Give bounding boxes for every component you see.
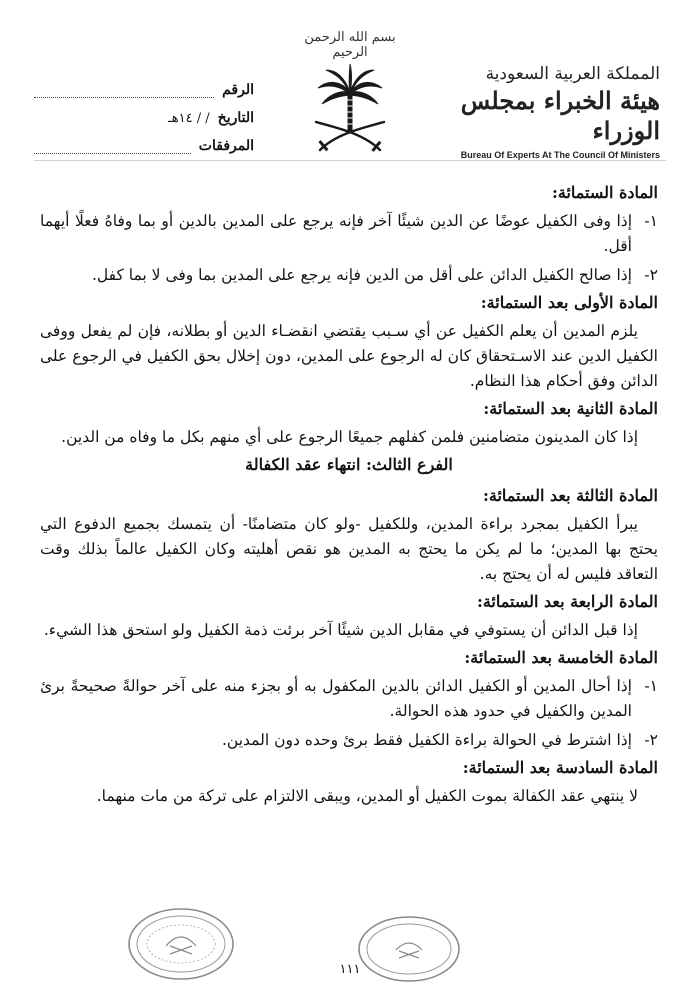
date-value: / / ١٤هـ <box>167 111 210 126</box>
attachments-label: المرفقات <box>198 138 254 154</box>
document-body <box>40 180 658 811</box>
article-heading: المادة الثانية بعد الستمائة: <box>483 399 658 418</box>
article-heading: المادة الثالثة بعد الستمائة: <box>482 486 658 505</box>
article-paragraph: يلزم المدين أن يعلم الكفيل عن أي سـبب يقتضي انقضـاء الدين أو بطلانه، فإن لم يفعل ووفى الكفيل الدين عند الاسـتحقاق كان له الرجوع على المدين، دون إخلال بحق الكفيل في الرجوع على الدائن وفق أحكام هذا النظام. <box>40 322 658 390</box>
clause-text: إذا صالح الكفيل الدائن على أقل من الدين فإنه يرجع على المدين بما وفى لا بما كفل. <box>91 266 632 284</box>
article-paragraph: لا ينتهي عقد الكفالة بموت الكفيل أو المدين، ويبقى الالتزام على تركة من مات منهما. <box>96 787 638 805</box>
basmala: بسم الله الرحمن الرحيم <box>304 30 396 60</box>
date-label: التاريخ <box>217 110 254 126</box>
clause-number: ٢- <box>644 266 658 284</box>
bureau-name-arabic: هيئة الخبراء بمجلس الوزراء <box>460 86 660 145</box>
reference-number-row <box>34 70 254 98</box>
letterhead-organization <box>420 64 660 160</box>
bureau-name-english: Bureau Of Experts At The Council Of Ministers <box>460 150 660 160</box>
article-heading: المادة السادسة بعد الستمائة: <box>462 758 658 777</box>
article-heading: المادة الأولى بعد الستمائة: <box>480 293 658 312</box>
clause-number: ١- <box>644 212 658 230</box>
article-clause <box>40 674 658 724</box>
article-heading: المادة الستمائة: <box>551 183 658 202</box>
article-paragraph: يبرأ الكفيل بمجرد براءة المدين، وللكفيل -ولو كان متضامنًا- أن يتمسك بجميع الدفوع التي يحتج بها المدين؛ ما لم يكن ما يحتج به المدين هو نقص أهليته وكان الكفيل عالماً بذلك وقت التعاقد فليس له أن يحتج به. <box>40 515 658 583</box>
article-clause <box>40 263 658 288</box>
reference-number-label: الرقم <box>222 82 254 98</box>
official-seal-stamp <box>356 914 462 984</box>
article-paragraph: إذا قبل الدائن أن يستوفي في مقابل الدين شيئًا آخر برئت ذمة الكفيل ولو استحق هذا الشيء. <box>43 621 638 639</box>
palm-swords-emblem-icon <box>310 62 390 154</box>
clause-text: إذا أحال المدين أو الكفيل الدائن بالدين المكفول به أو بجزء منه على آخر حوالةً صحيحةً برئ المدين والكفيل في حدود هذه الحوالة. <box>40 677 632 720</box>
attachments-field <box>34 137 191 154</box>
article-clause <box>40 209 658 259</box>
clause-text: إذا اشترط في الحوالة براءة الكفيل فقط برئ وحده دون المدين. <box>221 731 632 749</box>
article-paragraph: إذا كان المدينون متضامنين فلمن كفلهم جميعًا الرجوع على أي منهم بكل ما وفاه من الدين. <box>61 428 638 446</box>
date-row <box>34 98 254 126</box>
clause-text: إذا وفى الكفيل عوضًا عن الدين شيئًا آخر فإنه يرجع على المدين بالدين أو بما وفاهُ فعلًا أيهما أقل. <box>40 212 632 255</box>
clause-number: ٢- <box>644 731 658 749</box>
article-heading: المادة الخامسة بعد الستمائة: <box>464 648 658 667</box>
kingdom-name: المملكة العربية السعودية <box>485 64 660 84</box>
official-seal-stamp <box>126 906 236 982</box>
reference-fields <box>34 70 254 154</box>
subsection-title: الفرع الثالث: انتهاء عقد الكفالة <box>245 455 453 474</box>
letterhead-emblem <box>290 30 410 154</box>
clause-number: ١- <box>644 677 658 695</box>
reference-number-field <box>34 81 214 98</box>
article-heading: المادة الرابعة بعد الستمائة: <box>476 592 658 611</box>
article-clause <box>40 728 658 753</box>
letterhead-divider <box>34 160 666 161</box>
page-number: ١١١ <box>339 962 361 977</box>
attachments-row <box>34 126 254 154</box>
